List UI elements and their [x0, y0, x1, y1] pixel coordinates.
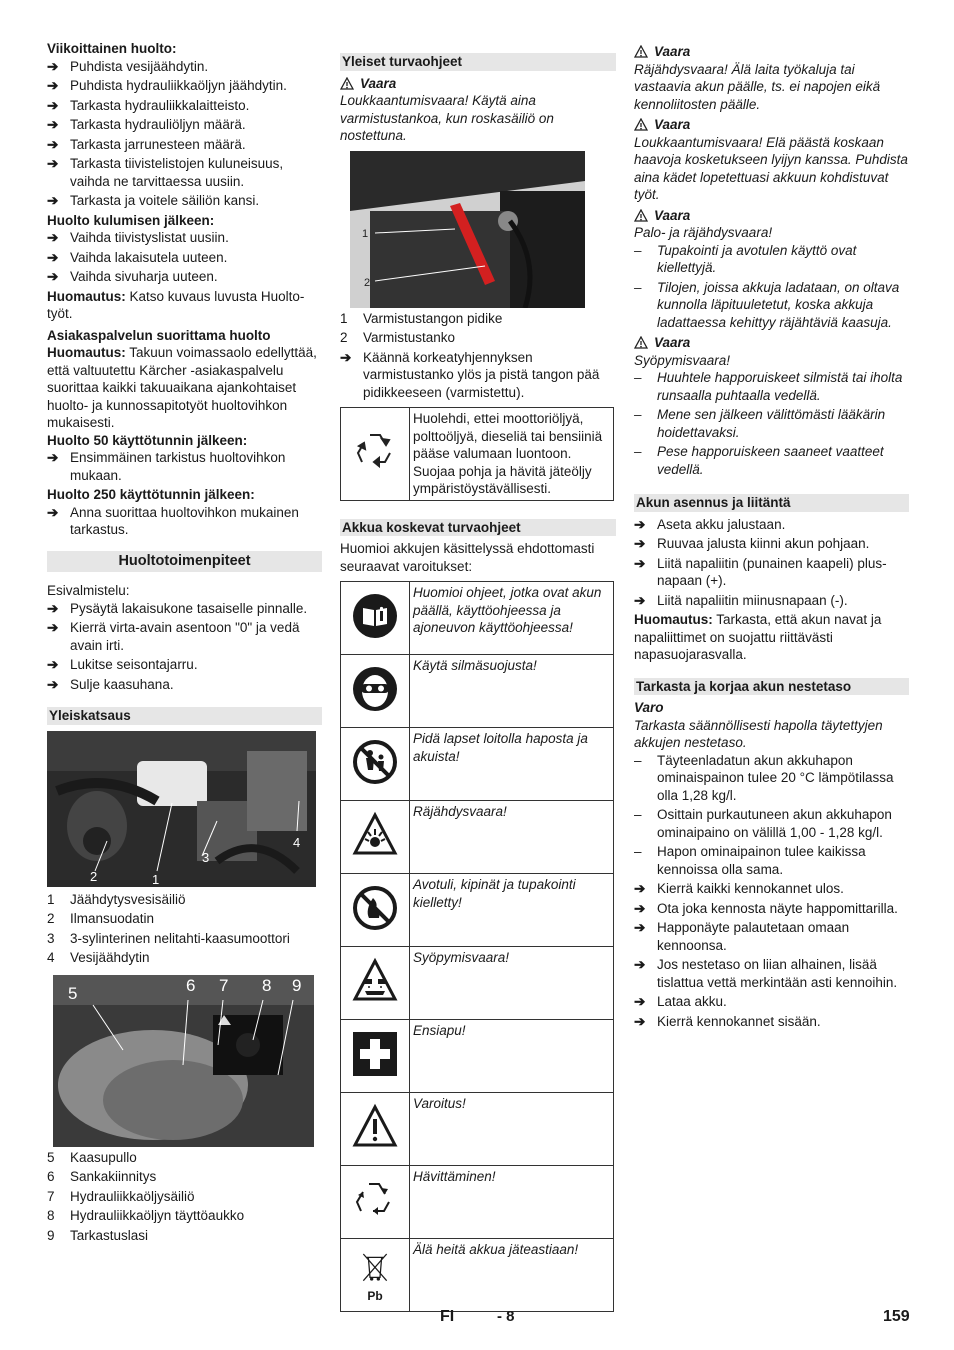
list-item: [47, 155, 322, 190]
first-aid-icon: [341, 1020, 410, 1093]
arrow-icon: ➔: [47, 58, 59, 74]
list-item-text: Pese happoruiskeen saaneet vaatteet vedellä.: [657, 444, 884, 477]
sign-row: [341, 728, 614, 801]
list-item-text: Osittain purkautuneen akun akkuhapon ominaipaino on välillä 1,00 - 1,28 kg/l.: [657, 807, 892, 840]
list-item-text: Täyteenladatun akun akkuhapon ominaispainon tulee 20 °C lämpötilassa olla 1,28 kg/l.: [657, 752, 894, 803]
list-item: [47, 77, 322, 95]
list-item-text: Vaihda sivuharja uuteen.: [70, 269, 218, 284]
list-item-text: Liitä napaliitin (punainen kaapeli) plus-napaan (+).: [657, 555, 887, 588]
arrow-icon: ➔: [47, 249, 59, 265]
list-item: [47, 116, 322, 134]
arrow-icon: ➔: [47, 230, 59, 245]
wear-title: Huolto kulumisen jälkeen:: [47, 212, 215, 228]
danger-2-heading: Vaara: [634, 116, 909, 134]
check-steps-list: [634, 880, 909, 1030]
caution-text: Tarkasta säännöllisesti hapolla täytettyjen akkujen nestetaso.: [634, 717, 883, 750]
no-children-icon: [341, 728, 410, 801]
sign-text: Varoitus!: [410, 1093, 614, 1166]
list-item: [634, 956, 909, 991]
legend-item: 7 Hydrauliikkaöljysäiliö: [47, 1188, 195, 1204]
h250-title: Huolto 250 käyttötunnin jälkeen:: [47, 487, 255, 502]
environment-table: [340, 407, 614, 501]
list-item-text: Puhdista hydrauliikkaöljyn jäähdytin.: [70, 78, 287, 93]
arrow-icon: ➔: [47, 269, 59, 284]
list-item-text: Tarkasta hydrauliöljyn määrä.: [70, 117, 246, 132]
arrow-icon: ➔: [47, 620, 59, 635]
warning-triangle-icon: [634, 336, 648, 349]
danger-4-text: Syöpymisvaara!: [634, 352, 731, 368]
install-note: Huomautus: Tarkasta, että akun navat ja napaliittimet on suojattu riittävästi napasuojarasvalla.: [634, 612, 882, 662]
list-item: [634, 592, 909, 610]
footer-page-number: 159: [883, 1308, 910, 1325]
sign-row: [341, 1020, 614, 1093]
sign-row: [341, 1239, 614, 1312]
warning-triangle-icon: [634, 118, 648, 131]
column-right: [634, 40, 909, 1032]
list-item: [47, 656, 322, 674]
list-item-text: Lataa akku.: [657, 994, 727, 1009]
legend-item: 4 Vesijäähdytin: [47, 950, 150, 965]
legend-item: 2 Varmistustanko: [340, 330, 456, 345]
h50-list: [47, 449, 322, 484]
legend-item: 2 Ilmansuodatin: [47, 911, 155, 926]
list-item-text: Jos nestetaso on liian alhainen, lisää tislattua vettä merkintään asti kennoihin.: [657, 957, 898, 990]
prep-label: Esivalmistelu:: [47, 583, 130, 598]
danger-3-list: [634, 242, 909, 332]
gas-legend: [47, 1149, 322, 1245]
list-item: [47, 192, 322, 210]
arrow-icon: ➔: [47, 600, 59, 616]
list-item: – Täyteenladatun akun akkuhapon ominaispainon tulee 20 °C lämpötilassa olla 1,28 kg/l.: [634, 752, 909, 805]
explosion-icon: [341, 801, 410, 874]
arrow-icon: ➔: [634, 900, 646, 916]
h250-list: [47, 504, 322, 539]
recycle-icon: [341, 408, 410, 501]
callout-7: 7: [219, 975, 229, 995]
sign-row: [341, 655, 614, 728]
warning-icon: [341, 1093, 410, 1166]
weekly-list: [47, 58, 322, 210]
column-left: [47, 40, 322, 1246]
legend-item: 5 Kaasupullo: [47, 1149, 137, 1165]
list-item-text: Vaihda tiivistyslistat uusiin.: [70, 230, 229, 245]
list-item-text: Hapon ominaipainon tulee kaikissa kennoissa olla sama.: [657, 844, 866, 877]
list-item: [47, 619, 322, 654]
sign-text: Ensiapu!: [410, 1020, 614, 1093]
legend-item: 1 Varmistustangon pidike: [340, 310, 503, 326]
weekly-title: Viikoittainen huolto:: [47, 41, 177, 56]
warning-triangle-icon: [634, 45, 648, 58]
danger-2-text: Loukkaantumisvaara! Elä päästä koskaan haavoja kosketukseen lyijyn kanssa. Puhdista aina kädet lopetettuasi akkuun kohdistuvat työt.: [634, 134, 908, 202]
sign-text: Avotuli, kipinät ja tupakointi kielletty!: [410, 874, 614, 947]
arrow-icon: ➔: [47, 156, 59, 171]
arrow-icon: ➔: [47, 78, 59, 93]
arrow-icon: ➔: [47, 504, 59, 520]
callout-8: 8: [262, 975, 272, 995]
arrow-icon: ➔: [47, 450, 59, 465]
footer-language: FI: [440, 1308, 455, 1325]
pb-label: Pb: [367, 1289, 383, 1303]
battery-intro: Huomioi akkujen käsittelyssä ehdottomasti seuraavat varoitukset:: [340, 541, 595, 574]
danger-1-text: Räjähdysvaara! Älä laita työkaluja tai vastaavia akun päälle, ts. ei napojen eikä kennoliitosten päälle.: [634, 61, 881, 112]
arrow-icon: ➔: [634, 536, 646, 551]
rod-legend: [340, 310, 616, 347]
list-item-text: Anna suorittaa huoltovihkon mukainen tarkastus.: [70, 504, 299, 537]
arrow-icon: ➔: [634, 957, 646, 972]
note2: Huomautus: Takuun voimassaolo edellyttää, että valtuutettu Kärcher -asiakaspalvelu suorittaa kaikki takuuaikana ajankohtaiset huolto- ja kunnossapitotyöt huoltovihkon mukaisesti.: [47, 345, 317, 430]
sign-row: [341, 947, 614, 1020]
corrosive-icon: [341, 947, 410, 1020]
list-item-text: Ota joka kennosta näyte happomittarilla.: [657, 900, 898, 916]
list-item: [634, 993, 909, 1011]
footer-page-sub: - 8: [497, 1308, 515, 1325]
sign-text: Älä heitä akkua jäteastiaan!: [410, 1239, 614, 1312]
list-item-text: Happonäyte palautetaan omaan kennoonsa.: [657, 920, 850, 953]
gas-bottle-photo: [53, 975, 314, 1147]
list-item: [634, 555, 909, 590]
list-item-text: Ruuvaa jalusta kiinni akun pohjaan.: [657, 536, 870, 551]
list-item: – Huuhtele happoruiskeet silmistä tai iholta runsaalla puhtaalla vedellä.: [634, 369, 909, 404]
legend-item: 3 3-sylinterinen nelitahti-kaasumoottori: [47, 930, 290, 946]
list-item: [47, 229, 322, 247]
arrow-icon: ➔: [47, 676, 59, 692]
list-item-text: Sulje kaasuhana.: [70, 676, 174, 692]
list-item: [47, 676, 322, 694]
environment-text: Huolehdi, ettei moottoriöljyä, polttoöljyä, dieseliä tai bensiiniä pääse valumaan luontoon. Suojaa pohja ja hävitä jäteöljy ympäristöystävällisesti.: [410, 408, 614, 501]
list-item: – Pese happoruiskeen saaneet vaatteet vedellä.: [634, 443, 909, 478]
customer-service-title: Asiakaspalvelun suorittama huolto: [47, 327, 271, 343]
list-item: [634, 900, 909, 918]
arrow-icon: ➔: [634, 555, 646, 571]
warning-triangle-icon: [340, 77, 354, 90]
goggles-icon: [341, 655, 410, 728]
safety-rod-photo: [350, 151, 585, 308]
recycle-icon: [341, 1166, 410, 1239]
sign-row: [341, 801, 614, 874]
rod-step-list: [340, 349, 616, 402]
danger-3-text: Palo- ja räjähdysvaara!: [634, 225, 773, 240]
callout-rod-1: 1: [362, 227, 369, 240]
sign-row: [341, 874, 614, 947]
arrow-icon: ➔: [634, 994, 646, 1009]
sign-text: Hävittäminen!: [410, 1166, 614, 1239]
section-general-safety: Yleiset turvaohjeet: [340, 53, 616, 71]
list-item-text: Huuhtele happoruiskeet silmistä tai iholta runsaalla puhtaalla vedellä.: [657, 370, 903, 403]
list-item: [47, 58, 322, 76]
list-item-text: Tarkasta ja voitele säiliön kansi.: [70, 193, 260, 208]
callout-9: 9: [292, 975, 302, 995]
sign-text: Huomioi ohjeet, jotka ovat akun päällä, käyttöohjeessa ja ajoneuvon käyttöohjeessa!: [410, 582, 614, 655]
crossed-bin-icon: [341, 1239, 410, 1312]
arrow-icon: ➔: [634, 592, 646, 608]
engine-legend: [47, 891, 322, 967]
list-item-text: Lukitse seisontajarru.: [70, 657, 198, 672]
list-item: [47, 504, 322, 539]
list-item: [47, 449, 322, 484]
list-item-text: Liitä napaliitin miinusnapaan (-).: [657, 592, 848, 608]
list-item: – Tupakointi ja avotulen käyttö ovat kiellettyjä.: [634, 242, 909, 277]
list-item-text: Tilojen, joissa akkuja ladataan, on oltava kunnolla läpituuletetut, koska akkuja ladattaessa kehittyy räjähtäviä kaasuja.: [657, 279, 900, 330]
section-overview: Yleiskatsaus: [47, 707, 322, 725]
prep-list: [47, 600, 322, 694]
warning-heading: Vaara: [340, 75, 616, 93]
list-item: [634, 919, 909, 954]
sign-text: Syöpymisvaara!: [410, 947, 614, 1020]
arrow-icon: ➔: [47, 657, 59, 672]
arrow-icon: ➔: [340, 349, 352, 365]
engine-photo: [47, 731, 316, 887]
list-item: [340, 349, 616, 402]
warning-text: Loukkaantumisvaara! Käytä aina varmistustankoa, kun roskasäiliö on nostettuna.: [340, 93, 554, 143]
danger-4-list: [634, 369, 909, 478]
list-item: – Hapon ominaipainon tulee kaikissa kennoissa olla sama.: [634, 843, 909, 878]
list-item: [634, 535, 909, 553]
list-item-text: Puhdista vesijäähdytin.: [70, 58, 209, 74]
warning-triangle-icon: [634, 209, 648, 222]
list-item-text: Vaihda lakaisutela uuteen.: [70, 249, 228, 265]
no-fire-icon: [341, 874, 410, 947]
list-item-text: Kierrä kennokannet sisään.: [657, 1013, 821, 1029]
arrow-icon: ➔: [47, 136, 59, 152]
list-item-text: Tarkasta tiivistelistojen kuluneisuus, vaihda ne tarvittaessa uusiin.: [70, 156, 284, 189]
list-item-text: Pysäytä lakaisukone tasaiselle pinnalle.: [70, 600, 308, 616]
list-item-text: Kierrä kaikki kennokannet ulos.: [657, 881, 844, 896]
column-middle: [340, 53, 616, 1312]
h50-title: Huolto 50 käyttötunnin jälkeen:: [47, 432, 248, 448]
callout-1: 2: [90, 868, 98, 884]
check-items-list: [634, 752, 909, 879]
list-item-text: Mene sen jälkeen välittömästi lääkärin hoidettavaksi.: [657, 407, 886, 440]
list-item-text: Tarkasta jarrunesteen määrä.: [70, 136, 246, 152]
list-item-text: Tarkasta hydrauliikkalaitteisto.: [70, 97, 250, 113]
list-item-text: Tupakointi ja avotulen käyttö ovat kiellettyjä.: [657, 242, 857, 275]
arrow-icon: ➔: [634, 920, 646, 935]
manual-icon: [341, 582, 410, 655]
list-item: [47, 600, 322, 618]
list-item: – Osittain purkautuneen akun akkuhapon ominaipaino on välillä 1,00 - 1,28 kg/l.: [634, 806, 909, 841]
list-item: [47, 136, 322, 154]
wear-list: [47, 229, 322, 286]
callout-3: 3: [202, 849, 210, 865]
list-item: – Mene sen jälkeen välittömästi lääkärin hoidettavaksi.: [634, 406, 909, 441]
sign-row: [341, 582, 614, 655]
sign-text: Käytä silmäsuojusta!: [410, 655, 614, 728]
section-battery-install: Akun asennus ja liitäntä: [634, 494, 909, 512]
arrow-icon: ➔: [634, 881, 646, 896]
legend-item: 6 Sankakiinnitys: [47, 1169, 157, 1184]
sign-text: Räjähdysvaara!: [410, 801, 614, 874]
legend-item: 1 Jäähdytysvesisäiliö: [47, 891, 186, 907]
arrow-icon: ➔: [47, 117, 59, 132]
list-item: [634, 880, 909, 898]
list-item: [634, 1013, 909, 1031]
arrow-icon: ➔: [634, 1013, 646, 1029]
list-item: [47, 268, 322, 286]
install-list: [634, 516, 909, 610]
section-maintenance: Huoltotoimenpiteet: [47, 551, 322, 573]
caution-label: Varo: [634, 700, 664, 715]
list-item-text: Kierrä virta-avain asentoon "0" ja vedä avain irti.: [70, 620, 300, 653]
callout-5: 5: [68, 983, 78, 1003]
danger-1-heading: Vaara: [634, 43, 909, 61]
list-item-text: Aseta akku jalustaan.: [657, 516, 786, 532]
sign-row: [341, 1166, 614, 1239]
danger-4-heading: Vaara: [634, 334, 909, 352]
list-item: – Tilojen, joissa akkuja ladataan, on oltava kunnolla läpituuletetut, koska akkuja ladattaessa kehittyy räjähtäviä kaasuja.: [634, 279, 909, 332]
arrow-icon: ➔: [47, 97, 59, 113]
danger-3-heading: Vaara: [634, 207, 909, 225]
list-item: [47, 249, 322, 267]
list-item: [634, 516, 909, 534]
sign-text: Pidä lapset loitolla haposta ja akuista!: [410, 728, 614, 801]
legend-item: 9 Tarkastuslasi: [47, 1227, 149, 1243]
list-item: [47, 97, 322, 115]
callout-rod-2: 2: [364, 276, 371, 289]
note1: Huomautus: Katso kuvaus luvusta Huolto-työt.: [47, 288, 305, 321]
section-battery-safety: Akkua koskevat turvaohjeet: [340, 519, 616, 537]
callout-6: 6: [186, 975, 196, 995]
callout-2: 1: [152, 871, 160, 887]
battery-signs-table: [340, 581, 614, 1312]
legend-item: 8 Hydrauliikkaöljyn täyttöaukko: [47, 1208, 245, 1223]
list-item-text: Käännä korkeatyhjennyksen varmistustanko ylös ja pistä tangon pää pidikkeeseen (varmistettu).: [363, 349, 600, 400]
section-battery-check: Tarkasta ja korjaa akun nestetaso: [634, 678, 909, 696]
sign-row: [341, 1093, 614, 1166]
callout-4: 4: [293, 834, 301, 850]
list-item-text: Ensimmäinen tarkistus huoltovihkon mukaan.: [70, 450, 286, 483]
arrow-icon: ➔: [47, 193, 59, 208]
arrow-icon: ➔: [634, 516, 646, 532]
